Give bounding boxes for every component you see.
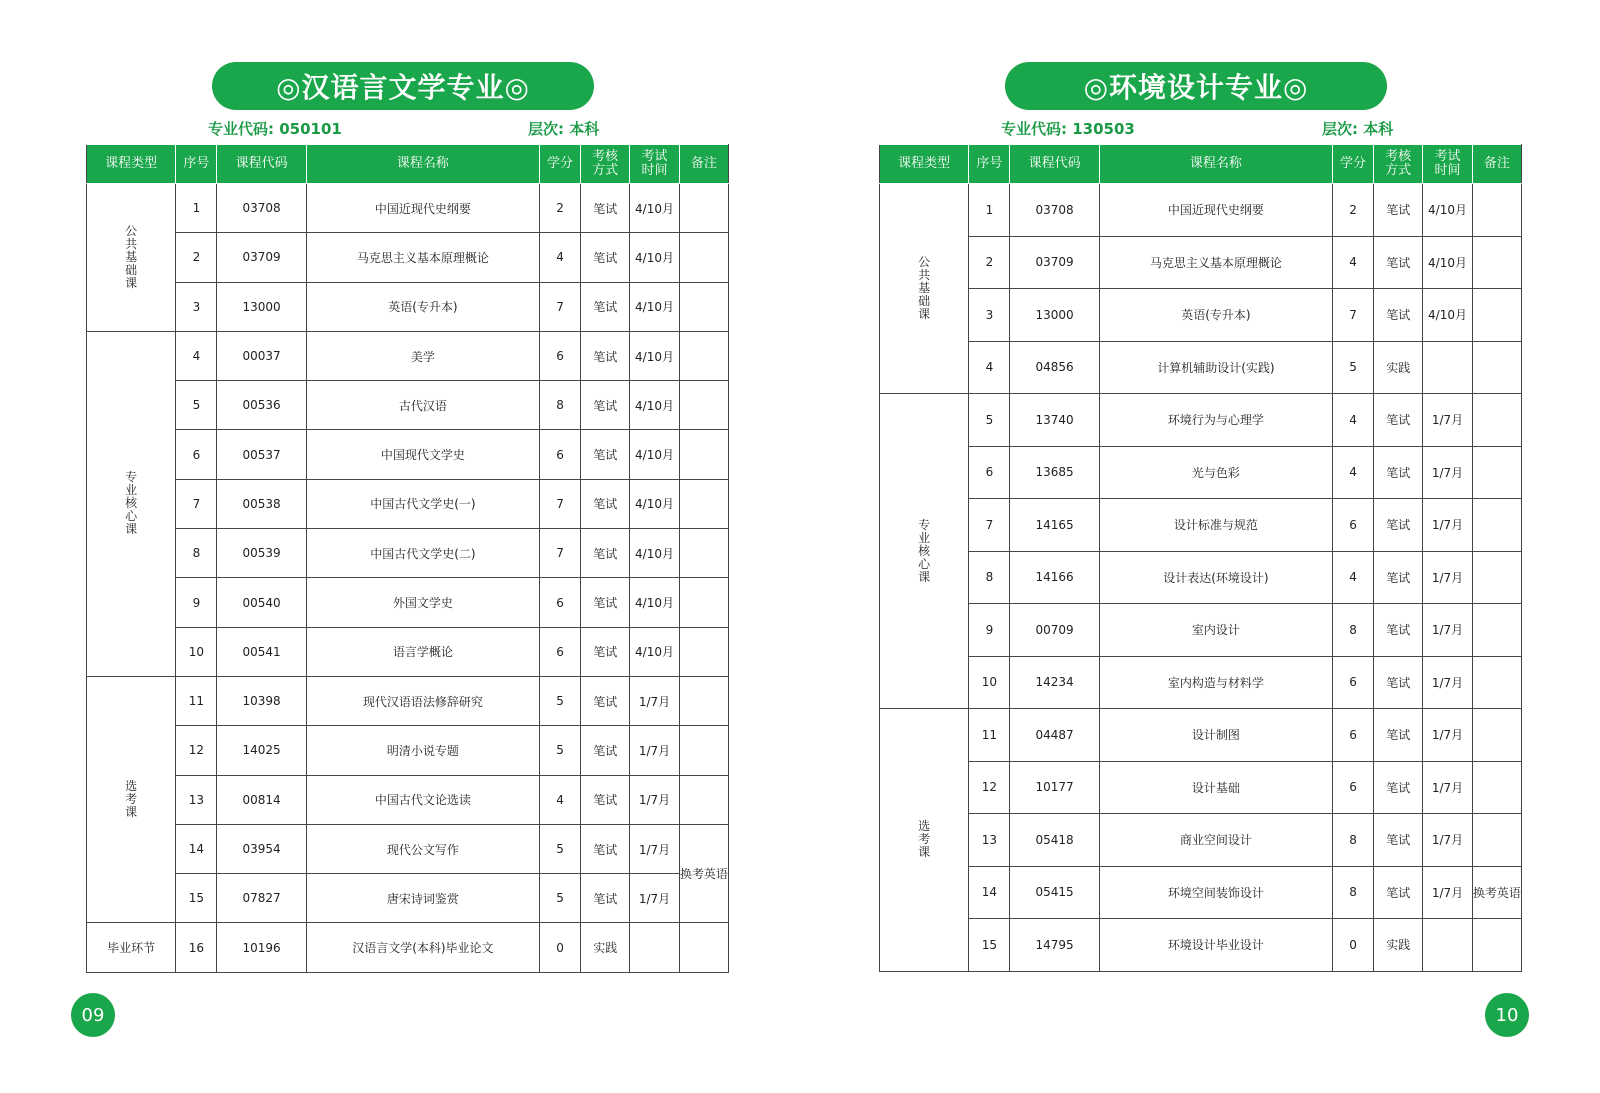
row-number: 6 xyxy=(176,430,217,479)
course-name: 汉语言文学(本科)毕业论文 xyxy=(306,923,539,972)
exam-method: 笔试 xyxy=(1374,289,1423,342)
credit: 6 xyxy=(539,578,580,627)
note xyxy=(679,331,728,380)
course-code: 14025 xyxy=(217,726,306,775)
exam-method: 笔试 xyxy=(581,233,630,282)
exam-time: 1/7月 xyxy=(1423,604,1472,657)
credit: 0 xyxy=(1332,919,1373,972)
course-code: 10398 xyxy=(217,676,306,725)
header-exam-method: 考核方式 xyxy=(581,145,630,184)
note xyxy=(1472,499,1521,552)
credit: 7 xyxy=(539,529,580,578)
note xyxy=(679,627,728,676)
exam-method: 笔试 xyxy=(1374,446,1423,499)
note xyxy=(679,726,728,775)
exam-method: 实践 xyxy=(581,923,630,972)
course-code: 00709 xyxy=(1010,604,1099,657)
exam-time: 1/7月 xyxy=(630,775,679,824)
exam-time: 4/10月 xyxy=(630,479,679,528)
exam-method: 笔试 xyxy=(581,726,630,775)
major-title-banner: ◎汉语言文学专业◎ xyxy=(212,62,594,110)
header-credit: 学分 xyxy=(1332,145,1373,184)
major-title-banner: ◎环境设计专业◎ xyxy=(1005,62,1387,110)
exam-method: 笔试 xyxy=(581,282,630,331)
right-page xyxy=(800,0,1600,1093)
course-name: 中国近现代史纲要 xyxy=(306,184,539,233)
course-name: 唐宋诗词鉴赏 xyxy=(306,874,539,923)
course-code: 07827 xyxy=(217,874,306,923)
exam-method: 笔试 xyxy=(1374,761,1423,814)
table-row xyxy=(880,289,1522,342)
credit: 6 xyxy=(1332,656,1373,709)
header-exam-method: 考核方式 xyxy=(1374,145,1423,184)
table-row xyxy=(880,184,1522,237)
credit: 4 xyxy=(1332,236,1373,289)
table-row xyxy=(87,578,729,627)
course-name: 中国现代文学史 xyxy=(306,430,539,479)
note xyxy=(679,578,728,627)
course-name: 中国古代文论选读 xyxy=(306,775,539,824)
exam-method: 笔试 xyxy=(1374,709,1423,762)
credit: 4 xyxy=(1332,551,1373,604)
row-number: 15 xyxy=(969,919,1010,972)
course-name: 英语(专升本) xyxy=(306,282,539,331)
course-name: 室内设计 xyxy=(1099,604,1332,657)
exam-time: 4/10月 xyxy=(630,381,679,430)
header-number: 序号 xyxy=(969,145,1010,184)
category-cell: 选考课 xyxy=(87,676,176,922)
table-row xyxy=(87,726,729,775)
credit: 4 xyxy=(539,233,580,282)
course-name: 计算机辅助设计(实践) xyxy=(1099,341,1332,394)
header-exam-time: 考试时间 xyxy=(630,145,679,184)
exam-method: 笔试 xyxy=(1374,866,1423,919)
credit: 2 xyxy=(539,184,580,233)
table-row xyxy=(880,866,1522,919)
note xyxy=(1472,656,1521,709)
row-number: 13 xyxy=(969,814,1010,867)
credit: 6 xyxy=(539,430,580,479)
row-number: 10 xyxy=(176,627,217,676)
course-name: 英语(专升本) xyxy=(1099,289,1332,342)
exam-time: 1/7月 xyxy=(1423,866,1472,919)
row-number: 11 xyxy=(176,676,217,725)
exam-method: 笔试 xyxy=(581,184,630,233)
table-row xyxy=(87,529,729,578)
note xyxy=(1472,184,1521,237)
credit: 6 xyxy=(539,331,580,380)
course-name: 设计基础 xyxy=(1099,761,1332,814)
credit: 6 xyxy=(539,627,580,676)
exam-method: 实践 xyxy=(1374,341,1423,394)
course-name: 光与色彩 xyxy=(1099,446,1332,499)
credit: 4 xyxy=(1332,446,1373,499)
category-cell: 专业核心课 xyxy=(87,331,176,676)
course-code: 14166 xyxy=(1010,551,1099,604)
row-number: 2 xyxy=(176,233,217,282)
exam-time: 4/10月 xyxy=(630,184,679,233)
note xyxy=(679,381,728,430)
row-number: 11 xyxy=(969,709,1010,762)
exam-time: 1/7月 xyxy=(630,874,679,923)
row-number: 4 xyxy=(969,341,1010,394)
exam-method: 实践 xyxy=(1374,919,1423,972)
note xyxy=(1472,341,1521,394)
row-number: 16 xyxy=(176,923,217,972)
course-name: 古代汉语 xyxy=(306,381,539,430)
header-note: 备注 xyxy=(1472,145,1521,184)
row-number: 5 xyxy=(969,394,1010,447)
course-name: 现代汉语语法修辞研究 xyxy=(306,676,539,725)
course-name: 环境行为与心理学 xyxy=(1099,394,1332,447)
exam-method: 笔试 xyxy=(1374,499,1423,552)
header-course-name: 课程名称 xyxy=(306,145,539,184)
course-code: 00037 xyxy=(217,331,306,380)
course-code: 05418 xyxy=(1010,814,1099,867)
note: 换考英语 xyxy=(679,824,728,923)
row-number: 9 xyxy=(969,604,1010,657)
course-code: 13685 xyxy=(1010,446,1099,499)
exam-method: 笔试 xyxy=(1374,814,1423,867)
table-row xyxy=(880,656,1522,709)
course-code: 13740 xyxy=(1010,394,1099,447)
course-name: 中国近现代史纲要 xyxy=(1099,184,1332,237)
table-row xyxy=(87,676,729,725)
table-row xyxy=(880,446,1522,499)
note xyxy=(679,184,728,233)
category-cell: 公共基础课 xyxy=(87,184,176,332)
exam-time: 1/7月 xyxy=(1423,551,1472,604)
credit: 5 xyxy=(539,824,580,873)
credit: 4 xyxy=(1332,394,1373,447)
note xyxy=(1472,919,1521,972)
exam-time: 4/10月 xyxy=(1423,236,1472,289)
course-code: 10177 xyxy=(1010,761,1099,814)
table-row xyxy=(87,824,729,873)
table-header-row xyxy=(880,145,1522,184)
credit: 6 xyxy=(1332,709,1373,762)
row-number: 13 xyxy=(176,775,217,824)
note xyxy=(1472,394,1521,447)
course-name: 外国文学史 xyxy=(306,578,539,627)
credit: 6 xyxy=(1332,761,1373,814)
course-code: 14234 xyxy=(1010,656,1099,709)
course-code: 00537 xyxy=(217,430,306,479)
exam-time: 1/7月 xyxy=(1423,656,1472,709)
course-code: 05415 xyxy=(1010,866,1099,919)
category-cell: 公共基础课 xyxy=(880,184,969,394)
page-number: 09 xyxy=(71,993,115,1037)
exam-method: 笔试 xyxy=(1374,394,1423,447)
exam-time: 1/7月 xyxy=(1423,394,1472,447)
course-name: 马克思主义基本原理概论 xyxy=(1099,236,1332,289)
credit: 4 xyxy=(539,775,580,824)
credit: 7 xyxy=(1332,289,1373,342)
exam-method: 笔试 xyxy=(581,479,630,528)
course-code: 00539 xyxy=(217,529,306,578)
table-row xyxy=(880,761,1522,814)
table-row xyxy=(87,874,729,923)
note: 换考英语 xyxy=(1472,866,1521,919)
row-number: 14 xyxy=(176,824,217,873)
credit: 8 xyxy=(1332,814,1373,867)
course-code: 00536 xyxy=(217,381,306,430)
credit: 8 xyxy=(1332,866,1373,919)
exam-time xyxy=(1423,919,1472,972)
table-row xyxy=(880,709,1522,762)
row-number: 3 xyxy=(176,282,217,331)
note xyxy=(679,430,728,479)
note xyxy=(1472,236,1521,289)
note xyxy=(1472,761,1521,814)
row-number: 2 xyxy=(969,236,1010,289)
course-name: 语言学概论 xyxy=(306,627,539,676)
row-number: 1 xyxy=(176,184,217,233)
course-name: 中国古代文学史(二) xyxy=(306,529,539,578)
note xyxy=(679,233,728,282)
credit: 5 xyxy=(539,676,580,725)
note xyxy=(679,529,728,578)
course-code: 03954 xyxy=(217,824,306,873)
course-name: 马克思主义基本原理概论 xyxy=(306,233,539,282)
course-code: 03708 xyxy=(217,184,306,233)
note xyxy=(679,775,728,824)
row-number: 5 xyxy=(176,381,217,430)
table-row xyxy=(87,381,729,430)
major-code: 专业代码: 130503 xyxy=(1001,120,1135,138)
exam-method: 笔试 xyxy=(1374,604,1423,657)
exam-time: 1/7月 xyxy=(1423,761,1472,814)
table-row xyxy=(880,499,1522,552)
header-course-code: 课程代码 xyxy=(217,145,306,184)
course-code: 10196 xyxy=(217,923,306,972)
table-row xyxy=(87,479,729,528)
header-course-type: 课程类型 xyxy=(880,145,969,184)
note xyxy=(679,676,728,725)
table-row xyxy=(880,341,1522,394)
exam-method: 笔试 xyxy=(581,430,630,479)
course-code: 00540 xyxy=(217,578,306,627)
exam-method: 笔试 xyxy=(1374,551,1423,604)
header-course-type: 课程类型 xyxy=(87,145,176,184)
credit: 5 xyxy=(539,726,580,775)
course-name: 现代公文写作 xyxy=(306,824,539,873)
row-number: 6 xyxy=(969,446,1010,499)
row-number: 10 xyxy=(969,656,1010,709)
table-row xyxy=(880,604,1522,657)
course-code: 13000 xyxy=(217,282,306,331)
row-number: 14 xyxy=(969,866,1010,919)
course-name: 环境空间装饰设计 xyxy=(1099,866,1332,919)
note xyxy=(1472,814,1521,867)
major-code: 专业代码: 050101 xyxy=(208,120,342,138)
table-header-row xyxy=(87,145,729,184)
course-code: 04487 xyxy=(1010,709,1099,762)
note xyxy=(1472,289,1521,342)
credit: 7 xyxy=(539,282,580,331)
exam-time: 4/10月 xyxy=(630,233,679,282)
exam-method: 笔试 xyxy=(581,381,630,430)
exam-method: 笔试 xyxy=(581,627,630,676)
row-number: 8 xyxy=(969,551,1010,604)
exam-time: 1/7月 xyxy=(1423,709,1472,762)
credit: 6 xyxy=(1332,499,1373,552)
exam-method: 笔试 xyxy=(581,578,630,627)
credit: 5 xyxy=(539,874,580,923)
row-number: 12 xyxy=(176,726,217,775)
row-number: 12 xyxy=(969,761,1010,814)
page-number: 10 xyxy=(1485,993,1529,1037)
header-number: 序号 xyxy=(176,145,217,184)
credit: 8 xyxy=(539,381,580,430)
row-number: 7 xyxy=(969,499,1010,552)
table-row xyxy=(87,775,729,824)
exam-method: 笔试 xyxy=(1374,236,1423,289)
course-name: 设计标准与规范 xyxy=(1099,499,1332,552)
row-number: 7 xyxy=(176,479,217,528)
education-level: 层次: 本科 xyxy=(1322,120,1394,138)
table-row xyxy=(87,430,729,479)
header-note: 备注 xyxy=(679,145,728,184)
row-number: 4 xyxy=(176,331,217,380)
exam-time: 1/7月 xyxy=(1423,499,1472,552)
course-name: 设计表达(环境设计) xyxy=(1099,551,1332,604)
course-name: 中国古代文学史(一) xyxy=(306,479,539,528)
table-row xyxy=(87,923,729,972)
header-credit: 学分 xyxy=(539,145,580,184)
exam-method: 笔试 xyxy=(581,676,630,725)
course-code: 00814 xyxy=(217,775,306,824)
course-code: 13000 xyxy=(1010,289,1099,342)
exam-time: 1/7月 xyxy=(630,726,679,775)
exam-method: 笔试 xyxy=(581,775,630,824)
table-row xyxy=(87,184,729,233)
table-row xyxy=(87,233,729,282)
header-exam-time: 考试时间 xyxy=(1423,145,1472,184)
exam-time: 1/7月 xyxy=(1423,446,1472,499)
exam-time: 1/7月 xyxy=(630,824,679,873)
exam-time: 4/10月 xyxy=(630,430,679,479)
table-row xyxy=(880,236,1522,289)
course-code: 14795 xyxy=(1010,919,1099,972)
course-code: 14165 xyxy=(1010,499,1099,552)
header-course-code: 课程代码 xyxy=(1010,145,1099,184)
table-row xyxy=(880,814,1522,867)
exam-time xyxy=(630,923,679,972)
row-number: 1 xyxy=(969,184,1010,237)
course-code: 03709 xyxy=(1010,236,1099,289)
education-level: 层次: 本科 xyxy=(528,120,600,138)
course-code: 03709 xyxy=(217,233,306,282)
credit: 8 xyxy=(1332,604,1373,657)
exam-time xyxy=(1423,341,1472,394)
exam-method: 笔试 xyxy=(1374,656,1423,709)
course-name: 商业空间设计 xyxy=(1099,814,1332,867)
row-number: 9 xyxy=(176,578,217,627)
category-cell: 毕业环节 xyxy=(87,923,176,972)
note xyxy=(1472,446,1521,499)
exam-time: 4/10月 xyxy=(630,627,679,676)
course-name: 环境设计毕业设计 xyxy=(1099,919,1332,972)
table-row xyxy=(880,919,1522,972)
course-code: 04856 xyxy=(1010,341,1099,394)
note xyxy=(1472,551,1521,604)
table-row xyxy=(880,551,1522,604)
exam-time: 4/10月 xyxy=(630,282,679,331)
exam-time: 1/7月 xyxy=(1423,814,1472,867)
category-cell: 专业核心课 xyxy=(880,394,969,709)
exam-time: 4/10月 xyxy=(630,529,679,578)
credit: 0 xyxy=(539,923,580,972)
course-name: 美学 xyxy=(306,331,539,380)
course-code: 00541 xyxy=(217,627,306,676)
exam-time: 1/7月 xyxy=(630,676,679,725)
exam-time: 4/10月 xyxy=(1423,184,1472,237)
exam-method: 笔试 xyxy=(581,824,630,873)
exam-time: 4/10月 xyxy=(1423,289,1472,342)
table-row xyxy=(880,394,1522,447)
course-name: 明清小说专题 xyxy=(306,726,539,775)
table-row xyxy=(87,627,729,676)
table-row xyxy=(87,331,729,380)
note xyxy=(1472,604,1521,657)
exam-method: 笔试 xyxy=(581,529,630,578)
row-number: 3 xyxy=(969,289,1010,342)
row-number: 8 xyxy=(176,529,217,578)
note xyxy=(679,923,728,972)
exam-method: 笔试 xyxy=(581,331,630,380)
note xyxy=(679,282,728,331)
note xyxy=(679,479,728,528)
row-number: 15 xyxy=(176,874,217,923)
course-name: 设计制图 xyxy=(1099,709,1332,762)
course-code: 03708 xyxy=(1010,184,1099,237)
header-course-name: 课程名称 xyxy=(1099,145,1332,184)
exam-method: 笔试 xyxy=(1374,184,1423,237)
course-name: 室内构造与材料学 xyxy=(1099,656,1332,709)
course-table xyxy=(879,144,1522,972)
exam-time: 4/10月 xyxy=(630,578,679,627)
credit: 2 xyxy=(1332,184,1373,237)
course-table xyxy=(86,144,729,973)
credit: 7 xyxy=(539,479,580,528)
course-code: 00538 xyxy=(217,479,306,528)
table-row xyxy=(87,282,729,331)
exam-time: 4/10月 xyxy=(630,331,679,380)
exam-method: 笔试 xyxy=(581,874,630,923)
credit: 5 xyxy=(1332,341,1373,394)
category-cell: 选考课 xyxy=(880,709,969,972)
note xyxy=(1472,709,1521,762)
